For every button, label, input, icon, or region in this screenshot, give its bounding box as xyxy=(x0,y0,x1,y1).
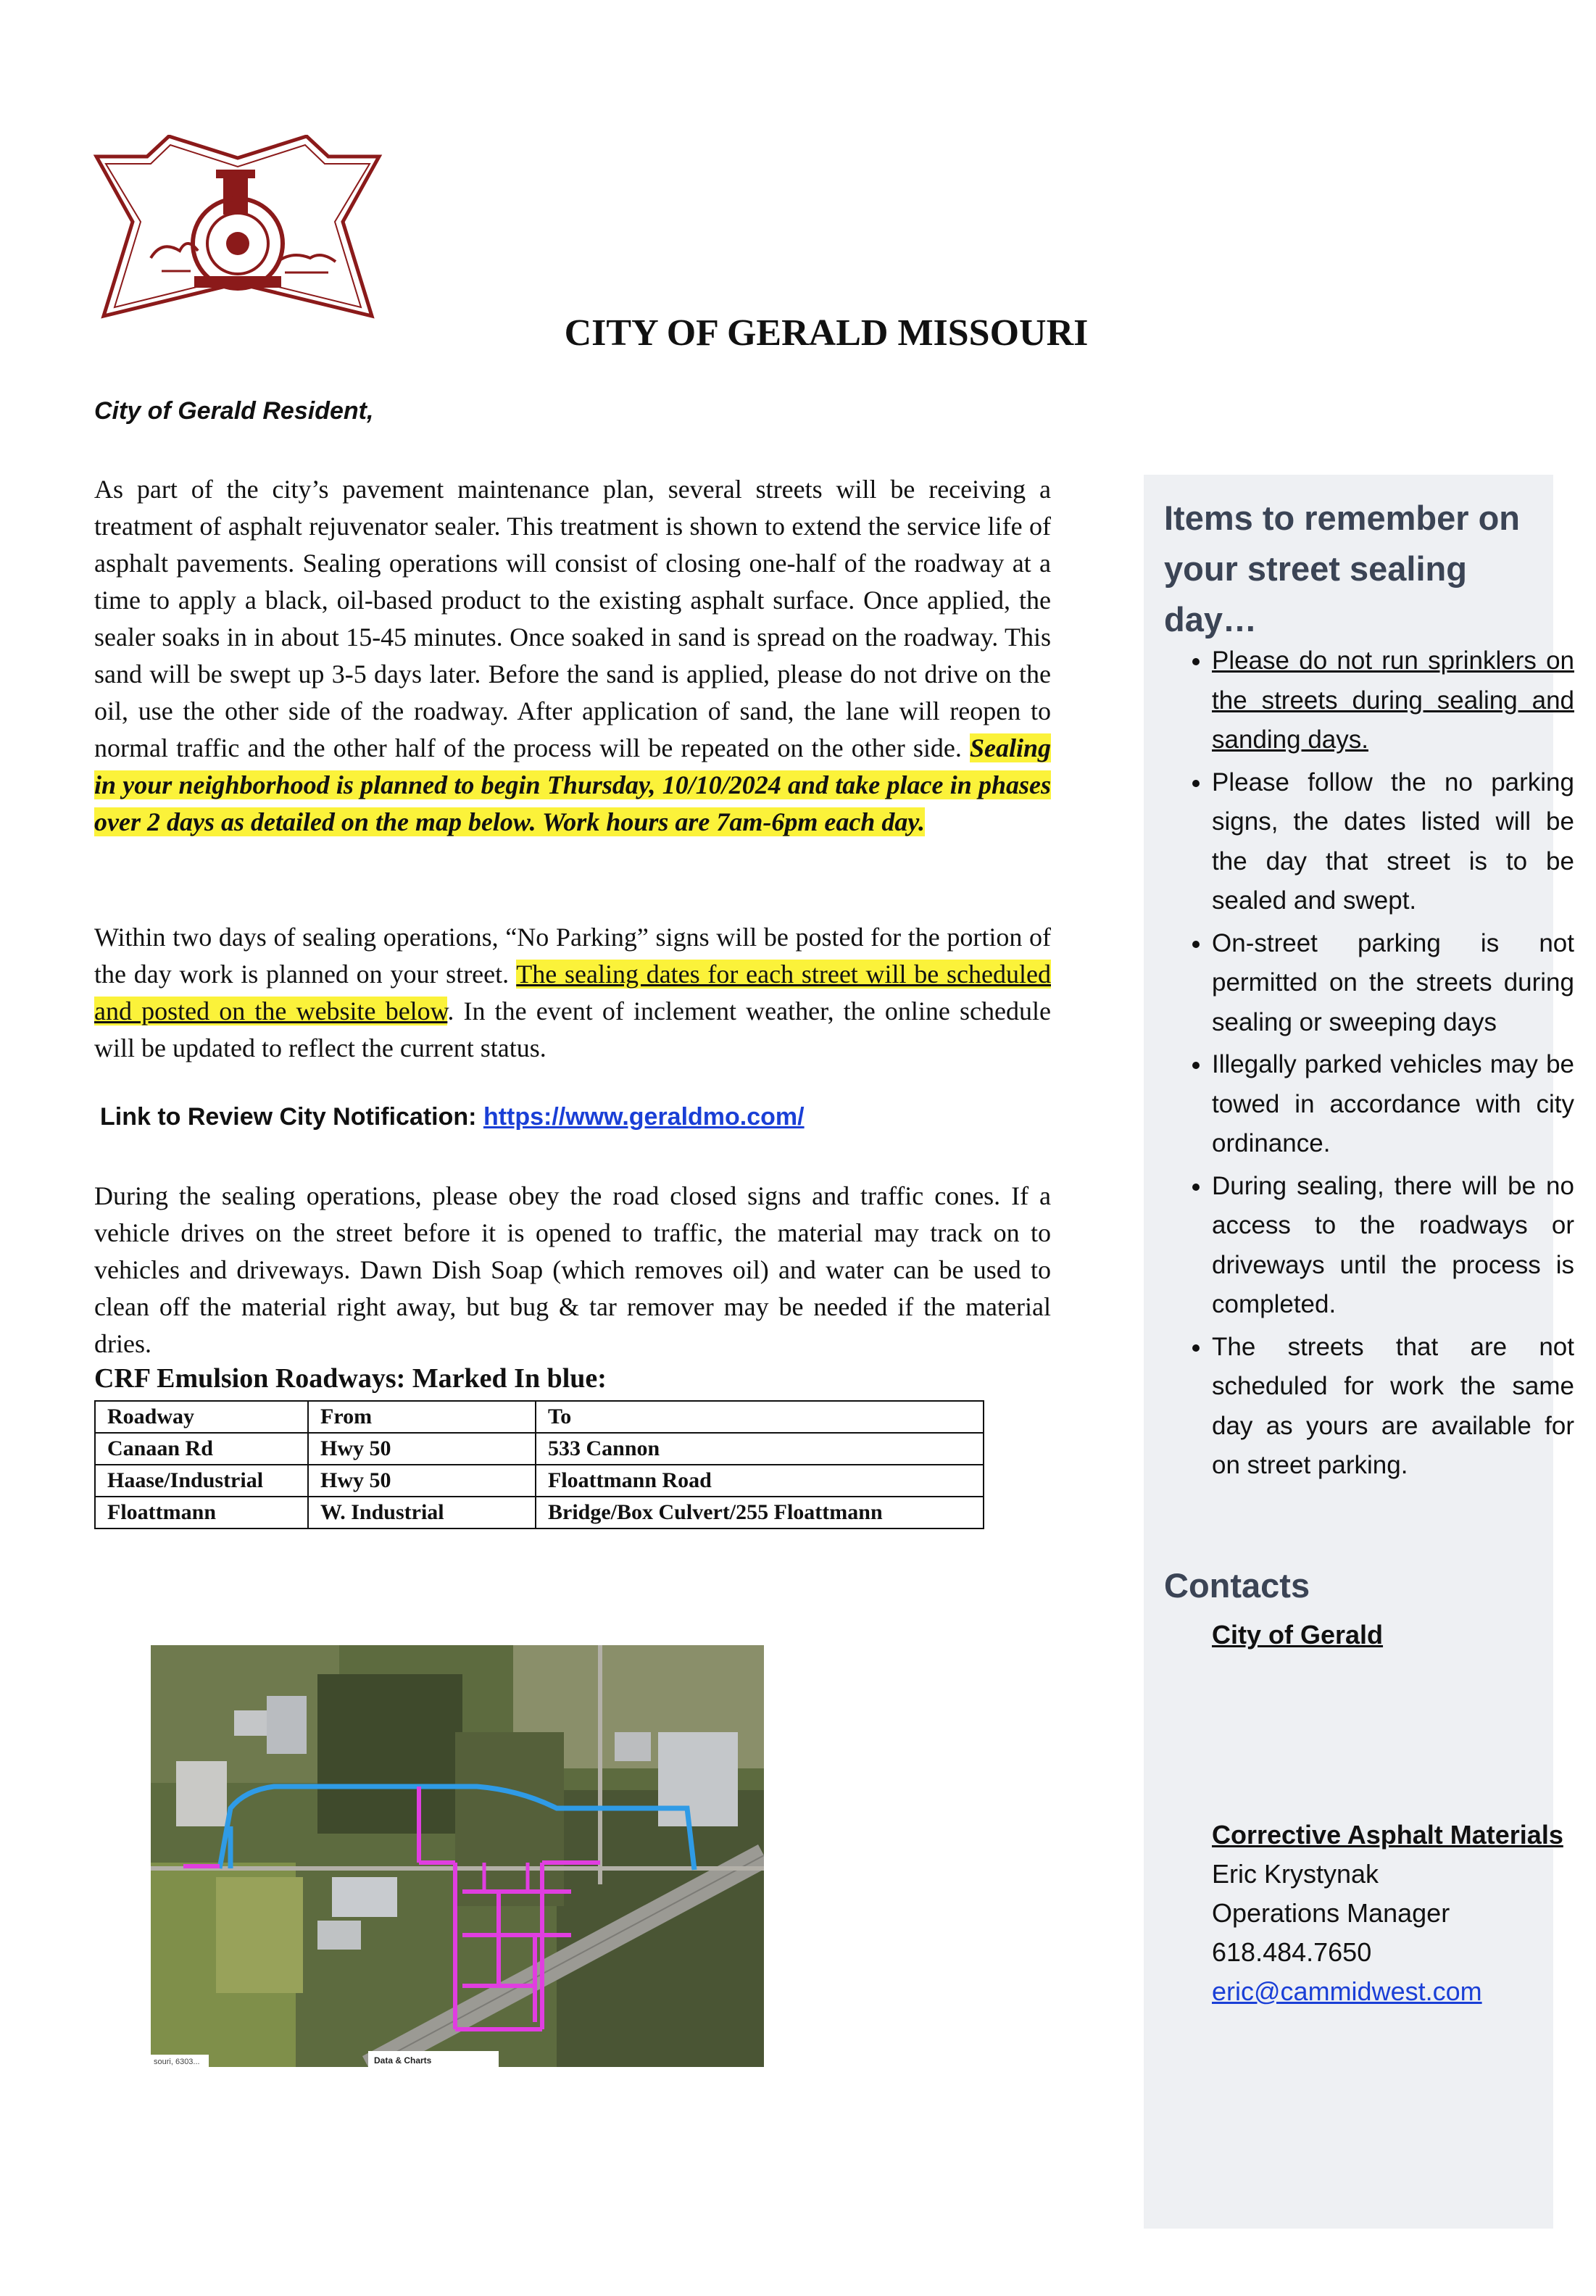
map-corner-text: souri, 6303... xyxy=(154,2058,200,2066)
city-logo xyxy=(93,135,383,327)
sidebar-heading: Items to remember on your street sealing day… xyxy=(1164,499,1521,639)
train-logo-icon xyxy=(93,135,383,327)
contact-email-link[interactable]: eric@cammidwest.com xyxy=(1212,1976,1482,2006)
reminders-list xyxy=(1174,641,1574,1489)
table-cell: Hwy 50 xyxy=(308,1433,536,1465)
list-item: • On-street parking is not permitted on the streets during sealing or sweeping days xyxy=(1212,924,1574,1043)
list-item: • During sealing, there will be no access to the roadways or driveways until the process is completed. xyxy=(1212,1167,1574,1325)
contact-role: Operations Manager xyxy=(1212,1898,1450,1928)
table-row xyxy=(95,1465,984,1497)
safety-paragraph: During the sealing operations, please obey the road closed signs and traffic cones. If a vehicle drives on the street before it is opened to traffic, the material may track on to vehicles and driveways. Dawn Dish Soap (which removes oil) and water can be used to clean off the material right away, but bug & tar remover may be needed if the material dries. xyxy=(94,1181,1051,1358)
table-header-cell: From xyxy=(308,1401,536,1433)
link-label: Link to Review City Notification: xyxy=(100,1103,483,1131)
contact-phone: 618.484.7650 xyxy=(1212,1937,1372,1967)
list-item: • Illegally parked vehicles may be towed in accordance with city ordinance. xyxy=(1212,1045,1574,1164)
contact-person: Eric Krystynak xyxy=(1212,1859,1379,1889)
contact-company: Corrective Asphalt Materials xyxy=(1212,1820,1563,1850)
parking-text: Within two days of sealing operations, “No Parking” signs will be posted for the portion of the day work is planned on your street. xyxy=(94,923,1051,989)
city-website-link[interactable]: https://www.geraldmo.com/ xyxy=(483,1103,805,1131)
list-item: • Please follow the no parking signs, the dates listed will be the day that street is to be sealed and swept. xyxy=(1212,763,1574,921)
intro-paragraph xyxy=(94,471,1051,841)
website-highlight: The sealing dates for each street will be scheduled and posted on the website below xyxy=(94,960,1051,1026)
map-attribution: Data & Charts xyxy=(374,2055,432,2066)
table-row xyxy=(95,1497,984,1528)
contacts-heading: Contacts xyxy=(1164,1566,1310,1605)
list-item: • The streets that are not scheduled for work the same day as yours are available for on street parking. xyxy=(1212,1328,1574,1486)
page-title: CITY OF GERALD MISSOURI xyxy=(564,312,1089,354)
table-row xyxy=(95,1433,984,1465)
table-header-cell: To xyxy=(536,1401,984,1433)
schedule-highlight: Sealing in your neighborhood is planned to begin Thursday, 10/10/2024 and take place in phases over 2 days as detailed on the map below. Work hours are 7am-6pm each day. xyxy=(94,733,1051,836)
table-cell: Floattmann Road xyxy=(536,1465,984,1497)
table-header-row xyxy=(95,1401,984,1433)
table-cell: Hwy 50 xyxy=(308,1465,536,1497)
table-cell: Canaan Rd xyxy=(95,1433,308,1465)
list-item: • Please do not run sprinklers on the streets during sealing and sanding days. xyxy=(1212,641,1574,760)
table-header-cell: Roadway xyxy=(95,1401,308,1433)
table-heading: CRF Emulsion Roadways: Marked In blue: xyxy=(94,1363,607,1394)
parking-paragraph xyxy=(94,919,1051,1067)
greeting: City of Gerald Resident, xyxy=(94,397,374,425)
aerial-map-image xyxy=(151,1645,764,2067)
sealing-route-map xyxy=(151,1645,764,2067)
roadway-table xyxy=(94,1400,984,1529)
parking-tail: . In the event of inclement weather, the online schedule will be updated to reflect the current status. xyxy=(94,997,1051,1062)
intro-text: As part of the city’s pavement maintenance plan, several streets will be receiving a treatment of asphalt rejuvenator sealer. This treatment is shown to extend the service life of asphalt pavements. Sealing operations will consist of closing one-half of the roadway at a time to apply a black, oil-based product to the existing asphalt surface. Once applied, the sealer soaks in in about 15-45 minutes. Once soaked in sand is spread on the roadway. This sand will be swept up 3-5 days later. Before the sand is applied, please do not drive on the oil, use the other side of the roadway. After application of sand, the lane will reopen to normal traffic and the other half of the process will be repeated on the other side. xyxy=(94,475,1051,762)
table-cell: Floattmann xyxy=(95,1497,308,1528)
notification-link-row xyxy=(100,1103,805,1131)
table-cell: W. Industrial xyxy=(308,1497,536,1528)
table-cell: Bridge/Box Culvert/255 Floattmann xyxy=(536,1497,984,1528)
table-cell: 533 Cannon xyxy=(536,1433,984,1465)
contact-company-block xyxy=(1212,1815,1563,2011)
table-cell: Haase/Industrial xyxy=(95,1465,308,1497)
contact-city: City of Gerald xyxy=(1212,1620,1384,1650)
